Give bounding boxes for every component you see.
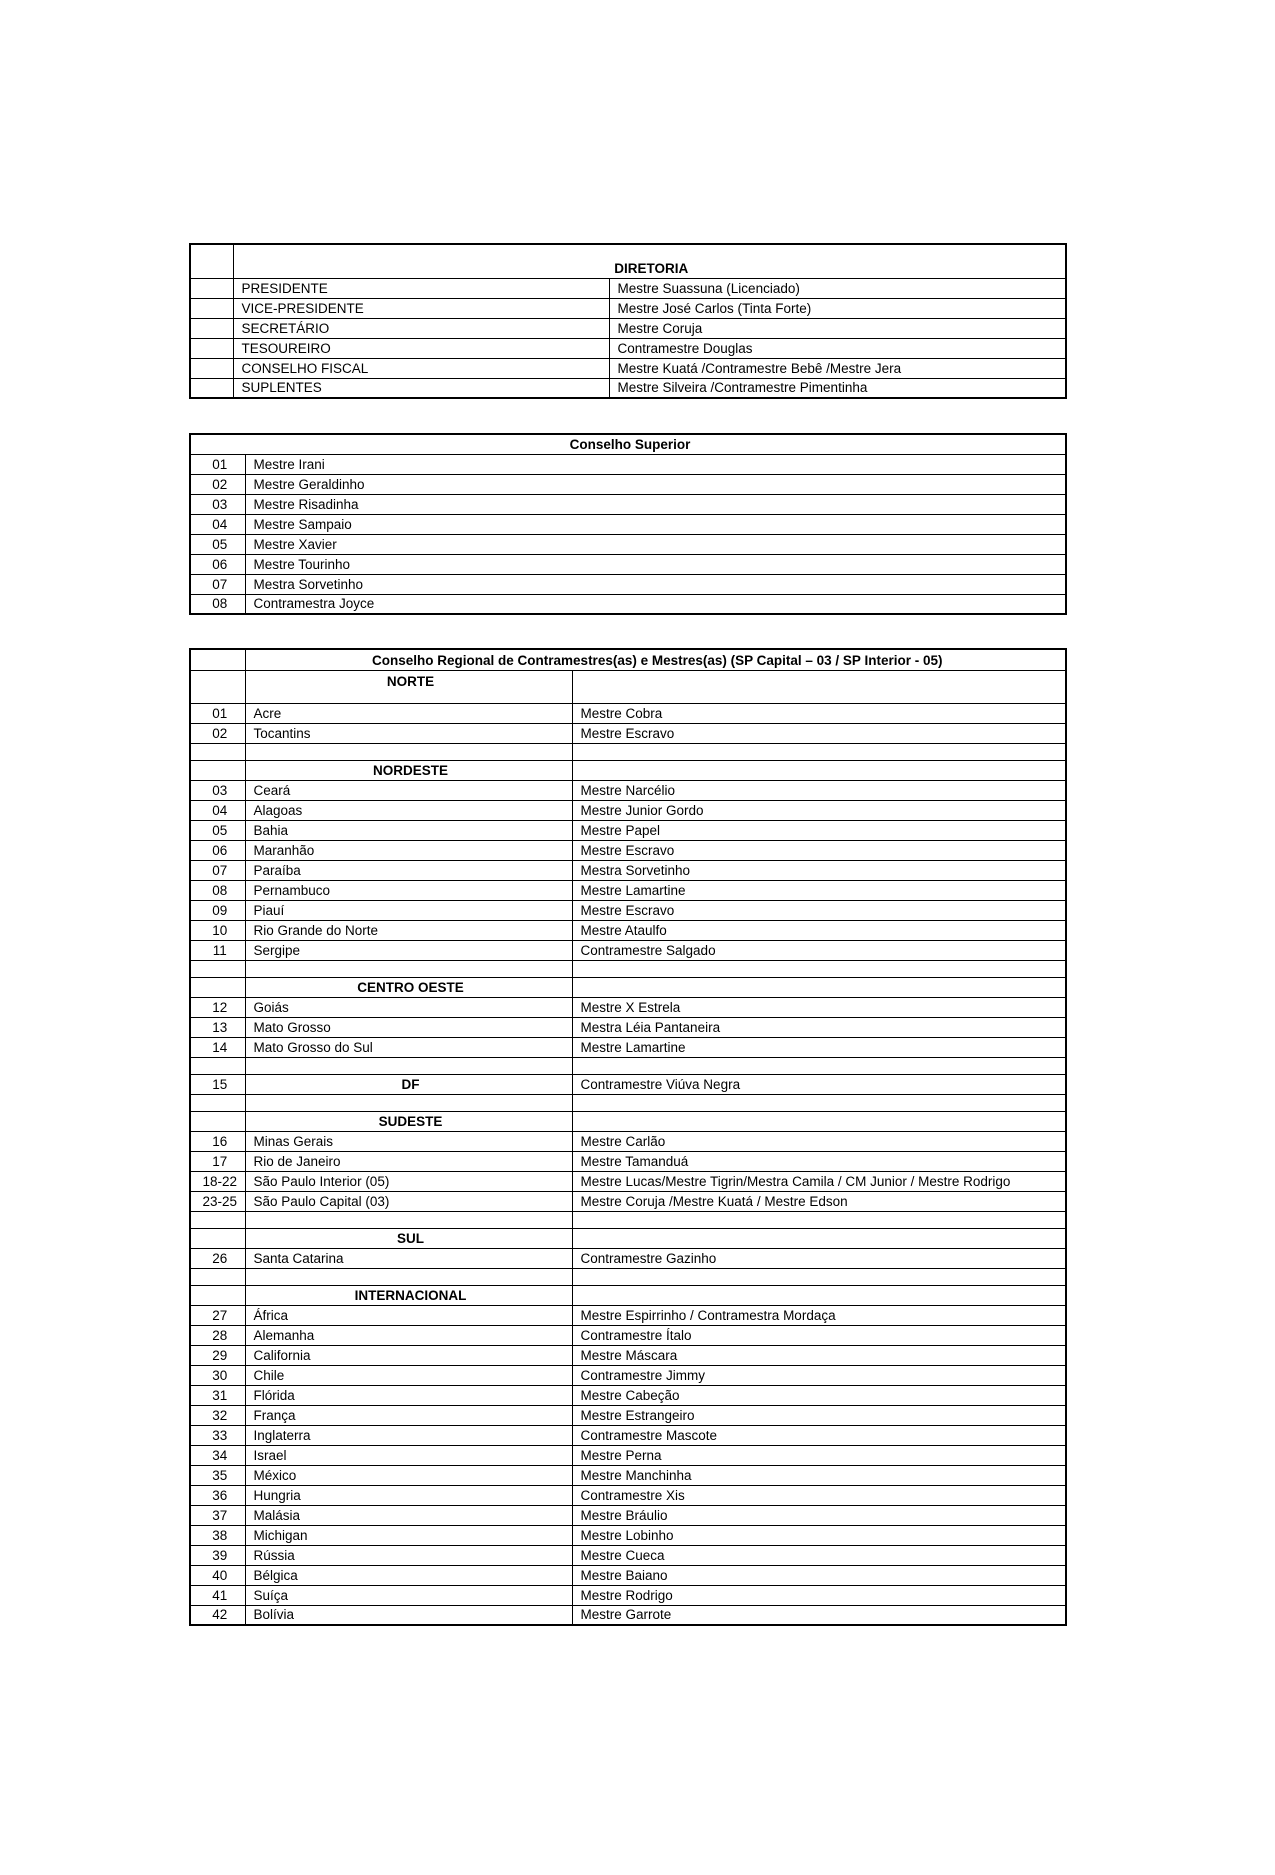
- blank-cell: [572, 1268, 1066, 1285]
- blank-cell: [572, 1057, 1066, 1074]
- section-row: [190, 760, 1066, 780]
- spacer-row: [190, 1057, 1066, 1074]
- section-label: NORDESTE: [245, 760, 572, 780]
- region-cell: Tocantins: [245, 723, 572, 743]
- row-number-cell: 13: [190, 1017, 245, 1037]
- row-number-cell: 26: [190, 1248, 245, 1268]
- row-number-cell: 35: [190, 1465, 245, 1485]
- blank-cell: [572, 1094, 1066, 1111]
- region-cell: Santa Catarina: [245, 1248, 572, 1268]
- row-number-cell: 04: [190, 800, 245, 820]
- region-cell: Rio de Janeiro: [245, 1151, 572, 1171]
- region-cell: DF: [245, 1074, 572, 1094]
- region-cell: Hungria: [245, 1485, 572, 1505]
- row-number-cell: 07: [190, 860, 245, 880]
- row-number-cell: 01: [190, 703, 245, 723]
- blank-cell: [572, 960, 1066, 977]
- name-cell: Contramestre Jimmy: [572, 1365, 1066, 1385]
- row-number-cell: 38: [190, 1525, 245, 1545]
- diretoria-table: [189, 243, 1067, 399]
- blank-cell: [190, 1268, 245, 1285]
- row-number-cell: 34: [190, 1445, 245, 1465]
- spacer-row: [190, 960, 1066, 977]
- table-row: [190, 900, 1066, 920]
- table-row: [190, 1545, 1066, 1565]
- blank-cell: [190, 278, 233, 298]
- role-cell: VICE-PRESIDENTE: [233, 298, 609, 318]
- name-cell: Mestre Cabeção: [572, 1385, 1066, 1405]
- name-cell: Mestre Coruja /Mestre Kuatá / Mestre Edson: [572, 1191, 1066, 1211]
- name-cell: Mestre Xavier: [245, 534, 1066, 554]
- name-cell: Mestre Lobinho: [572, 1525, 1066, 1545]
- name-cell: Mestre Espirrinho / Contramestra Mordaça: [572, 1305, 1066, 1325]
- name-cell: Contramestre Viúva Negra: [572, 1074, 1066, 1094]
- table-row: [190, 318, 1066, 338]
- table-row: [190, 514, 1066, 534]
- name-cell: Mestre José Carlos (Tinta Forte): [609, 298, 1066, 318]
- name-cell: Contramestre Douglas: [609, 338, 1066, 358]
- table-row: [190, 1505, 1066, 1525]
- name-cell: Mestra Sorvetinho: [245, 574, 1066, 594]
- conselho-regional-header-row: [190, 649, 1066, 670]
- blank-cell: [190, 1228, 245, 1248]
- blank-cell: [572, 743, 1066, 760]
- conselho-superior-table: [189, 433, 1067, 615]
- row-number-cell: 42: [190, 1605, 245, 1625]
- table-row: [190, 860, 1066, 880]
- table-row: [190, 338, 1066, 358]
- table-row: [190, 1171, 1066, 1191]
- table-row: [190, 1365, 1066, 1385]
- region-cell: França: [245, 1405, 572, 1425]
- row-number-cell: 02: [190, 474, 245, 494]
- role-cell: PRESIDENTE: [233, 278, 609, 298]
- blank-cell: [572, 1285, 1066, 1305]
- blank-cell: [190, 358, 233, 378]
- table-row: [190, 1565, 1066, 1585]
- blank-cell: [572, 1228, 1066, 1248]
- table-row: [190, 298, 1066, 318]
- name-cell: Mestra Léia Pantaneira: [572, 1017, 1066, 1037]
- table-row: [190, 1445, 1066, 1465]
- row-number-cell: 07: [190, 574, 245, 594]
- blank-cell: [245, 1268, 572, 1285]
- section-row: [190, 670, 1066, 703]
- region-cell: Michigan: [245, 1525, 572, 1545]
- row-number-cell: 33: [190, 1425, 245, 1445]
- row-number-cell: 36: [190, 1485, 245, 1505]
- region-cell: Chile: [245, 1365, 572, 1385]
- name-cell: Mestre Rodrigo: [572, 1585, 1066, 1605]
- row-number-cell: 10: [190, 920, 245, 940]
- region-cell: México: [245, 1465, 572, 1485]
- region-cell: Bolívia: [245, 1605, 572, 1625]
- row-number-cell: 05: [190, 534, 245, 554]
- region-cell: Rússia: [245, 1545, 572, 1565]
- table-row: [190, 997, 1066, 1017]
- name-cell: Mestre Suassuna (Licenciado): [609, 278, 1066, 298]
- region-cell: Mato Grosso: [245, 1017, 572, 1037]
- region-cell: Pernambuco: [245, 880, 572, 900]
- table-row: [190, 1405, 1066, 1425]
- table-row: [190, 1151, 1066, 1171]
- name-cell: Mestre Estrangeiro: [572, 1405, 1066, 1425]
- section-label: SUL: [245, 1228, 572, 1248]
- section-label: NORTE: [245, 670, 572, 703]
- blank-cell: [190, 1285, 245, 1305]
- row-number-cell: 37: [190, 1505, 245, 1525]
- name-cell: Mestre Irani: [245, 454, 1066, 474]
- name-cell: Contramestre Gazinho: [572, 1248, 1066, 1268]
- spacer-row: [190, 1211, 1066, 1228]
- name-cell: Mestre Geraldinho: [245, 474, 1066, 494]
- blank-cell: [190, 378, 233, 398]
- name-cell: Mestre Silveira /Contramestre Pimentinha: [609, 378, 1066, 398]
- region-cell: Ceará: [245, 780, 572, 800]
- table-row: [190, 940, 1066, 960]
- name-cell: Mestre Coruja: [609, 318, 1066, 338]
- row-number-cell: 12: [190, 997, 245, 1017]
- name-cell: Mestra Sorvetinho: [572, 860, 1066, 880]
- blank-cell: [572, 1111, 1066, 1131]
- row-number-cell: 41: [190, 1585, 245, 1605]
- row-number-cell: 01: [190, 454, 245, 474]
- row-number-cell: 04: [190, 514, 245, 534]
- name-cell: Mestre Baiano: [572, 1565, 1066, 1585]
- table-row: [190, 594, 1066, 614]
- blank-cell: [572, 1211, 1066, 1228]
- name-cell: Contramestra Joyce: [245, 594, 1066, 614]
- table-row: [190, 1525, 1066, 1545]
- blank-cell: [245, 960, 572, 977]
- name-cell: Mestre Máscara: [572, 1345, 1066, 1365]
- section-row: [190, 977, 1066, 997]
- region-cell: Paraíba: [245, 860, 572, 880]
- row-number-cell: 28: [190, 1325, 245, 1345]
- row-number-cell: 03: [190, 494, 245, 514]
- region-cell: São Paulo Capital (03): [245, 1191, 572, 1211]
- table-row: [190, 1248, 1066, 1268]
- table-row: [190, 554, 1066, 574]
- diretoria-title: DIRETORIA: [233, 244, 1066, 278]
- role-cell: TESOUREIRO: [233, 338, 609, 358]
- name-cell: Mestre Risadinha: [245, 494, 1066, 514]
- name-cell: Mestre Perna: [572, 1445, 1066, 1465]
- blank-cell: [190, 760, 245, 780]
- table-row: [190, 1585, 1066, 1605]
- region-cell: Acre: [245, 703, 572, 723]
- row-number-cell: 06: [190, 840, 245, 860]
- spacer-row: [190, 1094, 1066, 1111]
- blank-cell: [245, 743, 572, 760]
- row-number-cell: 40: [190, 1565, 245, 1585]
- name-cell: Contramestre Xis: [572, 1485, 1066, 1505]
- blank-cell: [190, 1211, 245, 1228]
- table-row: [190, 1345, 1066, 1365]
- name-cell: Mestre Manchinha: [572, 1465, 1066, 1485]
- region-cell: Malásia: [245, 1505, 572, 1525]
- name-cell: Mestre Cueca: [572, 1545, 1066, 1565]
- table-row: [190, 703, 1066, 723]
- blank-cell: [190, 338, 233, 358]
- name-cell: Mestre Sampaio: [245, 514, 1066, 534]
- section-label: CENTRO OESTE: [245, 977, 572, 997]
- table-row: [190, 574, 1066, 594]
- region-cell: Minas Gerais: [245, 1131, 572, 1151]
- row-number-cell: 23-25: [190, 1191, 245, 1211]
- region-cell: Sergipe: [245, 940, 572, 960]
- blank-cell: [190, 1111, 245, 1131]
- table-row: [190, 1191, 1066, 1211]
- row-number-cell: 06: [190, 554, 245, 574]
- conselho-regional-title: Conselho Regional de Contramestres(as) e Mestres(as) (SP Capital – 03 / SP Interior - 05): [245, 649, 1066, 670]
- row-number-cell: 31: [190, 1385, 245, 1405]
- region-cell: Suíça: [245, 1585, 572, 1605]
- blank-cell: [190, 318, 233, 338]
- table-row: [190, 1325, 1066, 1345]
- table-row: [190, 840, 1066, 860]
- region-cell: Alemanha: [245, 1325, 572, 1345]
- table-row: [190, 278, 1066, 298]
- table-row: [190, 1425, 1066, 1445]
- blank-cell: [245, 1211, 572, 1228]
- row-number-cell: 09: [190, 900, 245, 920]
- table-row: [190, 820, 1066, 840]
- blank-cell: [572, 977, 1066, 997]
- row-number-cell: 30: [190, 1365, 245, 1385]
- name-cell: Mestre Escravo: [572, 840, 1066, 860]
- region-cell: Inglaterra: [245, 1425, 572, 1445]
- row-number-cell: 05: [190, 820, 245, 840]
- table-row: [190, 780, 1066, 800]
- blank-cell: [190, 649, 245, 670]
- table-row: [190, 378, 1066, 398]
- blank-cell: [572, 670, 1066, 703]
- name-cell: Mestre Lucas/Mestre Tigrin/Mestra Camila / CM Junior / Mestre Rodrigo: [572, 1171, 1066, 1191]
- row-number-cell: 02: [190, 723, 245, 743]
- region-cell: Rio Grande do Norte: [245, 920, 572, 940]
- table-row: [190, 723, 1066, 743]
- conselho-superior-title: Conselho Superior: [190, 434, 1066, 454]
- table-row: [190, 1037, 1066, 1057]
- name-cell: Mestre Cobra: [572, 703, 1066, 723]
- name-cell: Mestre Escravo: [572, 900, 1066, 920]
- region-cell: África: [245, 1305, 572, 1325]
- blank-cell: [245, 1057, 572, 1074]
- diretoria-header-row: [190, 244, 1066, 278]
- name-cell: Mestre Tourinho: [245, 554, 1066, 574]
- table-row: [190, 1605, 1066, 1625]
- region-cell: Flórida: [245, 1385, 572, 1405]
- table-row: [190, 534, 1066, 554]
- table-row: [190, 880, 1066, 900]
- table-row: [190, 1385, 1066, 1405]
- name-cell: Mestre Garrote: [572, 1605, 1066, 1625]
- row-number-cell: 18-22: [190, 1171, 245, 1191]
- name-cell: Mestre Narcélio: [572, 780, 1066, 800]
- section-label: INTERNACIONAL: [245, 1285, 572, 1305]
- blank-cell: [190, 743, 245, 760]
- region-cell: Alagoas: [245, 800, 572, 820]
- row-number-cell: 17: [190, 1151, 245, 1171]
- blank-cell: [190, 670, 245, 703]
- table-row: [190, 1485, 1066, 1505]
- name-cell: Mestre Ataulfo: [572, 920, 1066, 940]
- region-cell: California: [245, 1345, 572, 1365]
- table-row: [190, 1465, 1066, 1485]
- spacer-row: [190, 743, 1066, 760]
- region-cell: São Paulo Interior (05): [245, 1171, 572, 1191]
- name-cell: Mestre Bráulio: [572, 1505, 1066, 1525]
- name-cell: Mestre Junior Gordo: [572, 800, 1066, 820]
- name-cell: Contramestre Salgado: [572, 940, 1066, 960]
- section-label: SUDESTE: [245, 1111, 572, 1131]
- name-cell: Mestre Carlão: [572, 1131, 1066, 1151]
- section-row: [190, 1228, 1066, 1248]
- region-cell: Piauí: [245, 900, 572, 920]
- table-row: [190, 474, 1066, 494]
- row-number-cell: 08: [190, 880, 245, 900]
- blank-cell: [190, 298, 233, 318]
- name-cell: Mestre Papel: [572, 820, 1066, 840]
- row-number-cell: 11: [190, 940, 245, 960]
- section-row: [190, 1285, 1066, 1305]
- name-cell: Contramestre Ítalo: [572, 1325, 1066, 1345]
- conselho-regional-table: [189, 648, 1067, 1626]
- blank-cell: [190, 1094, 245, 1111]
- role-cell: CONSELHO FISCAL: [233, 358, 609, 378]
- name-cell: Contramestre Mascote: [572, 1425, 1066, 1445]
- blank-cell: [572, 760, 1066, 780]
- name-cell: Mestre Lamartine: [572, 1037, 1066, 1057]
- spacer-row: [190, 1268, 1066, 1285]
- blank-cell: [190, 977, 245, 997]
- role-cell: SUPLENTES: [233, 378, 609, 398]
- row-number-cell: 08: [190, 594, 245, 614]
- name-cell: Mestre X Estrela: [572, 997, 1066, 1017]
- region-cell: Maranhão: [245, 840, 572, 860]
- table-row: [190, 800, 1066, 820]
- table-row: [190, 1074, 1066, 1094]
- row-number-cell: 32: [190, 1405, 245, 1425]
- row-number-cell: 27: [190, 1305, 245, 1325]
- table-row: [190, 494, 1066, 514]
- region-cell: Bélgica: [245, 1565, 572, 1585]
- row-number-cell: 16: [190, 1131, 245, 1151]
- name-cell: Mestre Escravo: [572, 723, 1066, 743]
- blank-cell: [190, 960, 245, 977]
- role-cell: SECRETÁRIO: [233, 318, 609, 338]
- row-number-cell: 29: [190, 1345, 245, 1365]
- row-number-cell: 03: [190, 780, 245, 800]
- conselho-superior-header-row: [190, 434, 1066, 454]
- blank-cell: [190, 1057, 245, 1074]
- region-cell: Israel: [245, 1445, 572, 1465]
- name-cell: Mestre Tamanduá: [572, 1151, 1066, 1171]
- name-cell: Mestre Kuatá /Contramestre Bebê /Mestre Jera: [609, 358, 1066, 378]
- region-cell: Goiás: [245, 997, 572, 1017]
- blank-cell: [190, 244, 233, 278]
- name-cell: Mestre Lamartine: [572, 880, 1066, 900]
- region-cell: Mato Grosso do Sul: [245, 1037, 572, 1057]
- region-cell: Bahia: [245, 820, 572, 840]
- table-row: [190, 1131, 1066, 1151]
- row-number-cell: 14: [190, 1037, 245, 1057]
- table-row: [190, 1305, 1066, 1325]
- row-number-cell: 15: [190, 1074, 245, 1094]
- blank-cell: [245, 1094, 572, 1111]
- row-number-cell: 39: [190, 1545, 245, 1565]
- table-row: [190, 454, 1066, 474]
- table-row: [190, 1017, 1066, 1037]
- table-row: [190, 920, 1066, 940]
- table-row: [190, 358, 1066, 378]
- section-row: [190, 1111, 1066, 1131]
